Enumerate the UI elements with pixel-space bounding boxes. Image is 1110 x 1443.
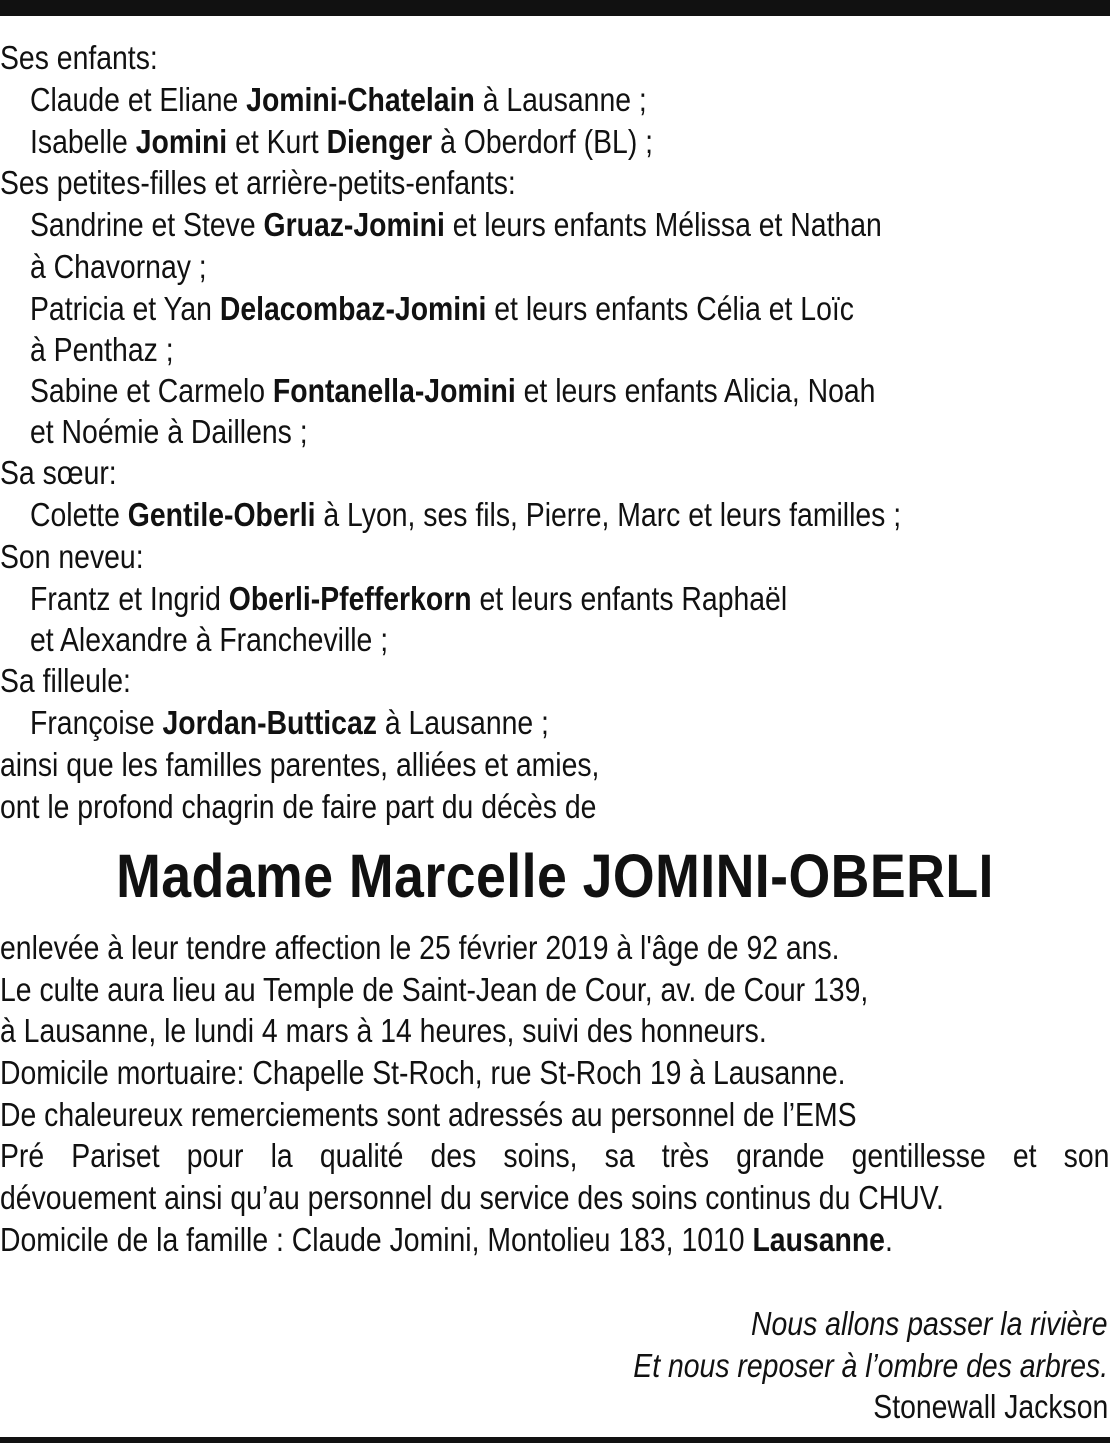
- family-name: Gruaz-Jomini: [263, 206, 445, 243]
- text: Frantz et Ingrid: [30, 580, 229, 617]
- heading-neveu: Son neveu:: [0, 538, 144, 575]
- family-name: Jomini-Chatelain: [246, 81, 475, 118]
- quote-author: Stonewall Jackson: [872, 1388, 1108, 1425]
- text: Sandrine et Steve: [30, 206, 264, 243]
- family-line-cont: et Noémie à Daillens ;: [30, 413, 308, 450]
- text: à Oberdorf (BL) ;: [432, 123, 654, 160]
- text: Sabine et Carmelo: [30, 372, 273, 409]
- text: et leurs enfants Célia et Loïc: [486, 290, 854, 327]
- detail-line: Domicile mortuaire: Chapelle St-Roch, rue St-Roch 19 à Lausanne.: [0, 1054, 846, 1091]
- text: Isabelle: [30, 123, 136, 160]
- family-name: Oberli-Pfefferkorn: [228, 580, 472, 617]
- text: et leurs enfants Alicia, Noah: [515, 372, 876, 409]
- detail-line: De chaleureux remerciements sont adressés au personnel de l’EMS: [0, 1096, 857, 1133]
- heading-soeur: Sa sœur:: [0, 454, 117, 491]
- closing-line: ainsi que les familles parentes, alliées et amies,: [0, 746, 600, 783]
- family-name: Jordan-Butticaz: [162, 704, 377, 741]
- family-line: [30, 702, 985, 743]
- family-name: Gentile-Oberli: [127, 496, 316, 533]
- heading-filleule: Sa filleule:: [0, 662, 131, 699]
- city-name: Lausanne: [752, 1221, 885, 1258]
- family-name: Delacombaz-Jomini: [219, 290, 487, 327]
- family-line: [30, 578, 985, 619]
- family-line-cont: à Penthaz ;: [30, 331, 174, 368]
- family-line: [30, 121, 985, 162]
- text: à Lyon, ses fils, Pierre, Marc et leurs familles ;: [315, 496, 902, 533]
- top-rule: [0, 0, 1110, 16]
- bottom-rule: [0, 1437, 1110, 1443]
- family-name: Jomini: [135, 123, 228, 160]
- text: Patricia et Yan: [30, 290, 220, 327]
- detail-line: enlevée à leur tendre affection le 25 février 2019 à l'âge de 92 ans.: [0, 929, 840, 966]
- family-name: Fontanella-Jomini: [272, 372, 516, 409]
- text: Claude et Eliane: [30, 81, 247, 118]
- text: .: [884, 1221, 893, 1258]
- heading-petits-enfants: Ses petites-filles et arrière-petits-enfants:: [0, 164, 516, 201]
- text: à Lausanne ;: [474, 81, 647, 118]
- text: et leurs enfants Mélissa et Nathan: [444, 206, 882, 243]
- quote-line: Et nous reposer à l’ombre des arbres.: [633, 1347, 1108, 1384]
- text: Domicile de la famille : Claude Jomini, Montolieu 183, 1010: [0, 1221, 753, 1258]
- deceased-name: Madame Marcelle JOMINI-OBERLI: [116, 842, 994, 910]
- text: et Kurt: [227, 123, 327, 160]
- detail-line: Le culte aura lieu au Temple de Saint-Jean de Cour, av. de Cour 139,: [0, 971, 869, 1008]
- detail-line: à Lausanne, le lundi 4 mars à 14 heures, suivi des honneurs.: [0, 1012, 767, 1049]
- detail-line: Pré Pariset pour la qualité des soins, sa très grande gentillesse et son: [0, 1137, 1110, 1174]
- family-line: [30, 494, 985, 535]
- family-line: [30, 204, 985, 245]
- detail-line: [0, 1219, 955, 1260]
- text: et leurs enfants Raphaël: [471, 580, 788, 617]
- family-line-cont: à Chavornay ;: [30, 248, 207, 285]
- family-name: Dienger: [326, 123, 433, 160]
- family-line: [30, 288, 985, 329]
- quote-line: Nous allons passer la rivière: [751, 1305, 1108, 1342]
- heading-enfants: Ses enfants:: [0, 39, 158, 76]
- closing-line: ont le profond chagrin de faire part du décès de: [0, 788, 597, 825]
- family-line: [30, 79, 985, 120]
- family-line-cont: et Alexandre à Francheville ;: [30, 621, 389, 658]
- family-line: [30, 370, 985, 411]
- text: Françoise: [30, 704, 163, 741]
- detail-line: dévouement ainsi qu’au personnel du service des soins continus du CHUV.: [0, 1179, 944, 1216]
- text: à Lausanne ;: [376, 704, 549, 741]
- text: Colette: [30, 496, 128, 533]
